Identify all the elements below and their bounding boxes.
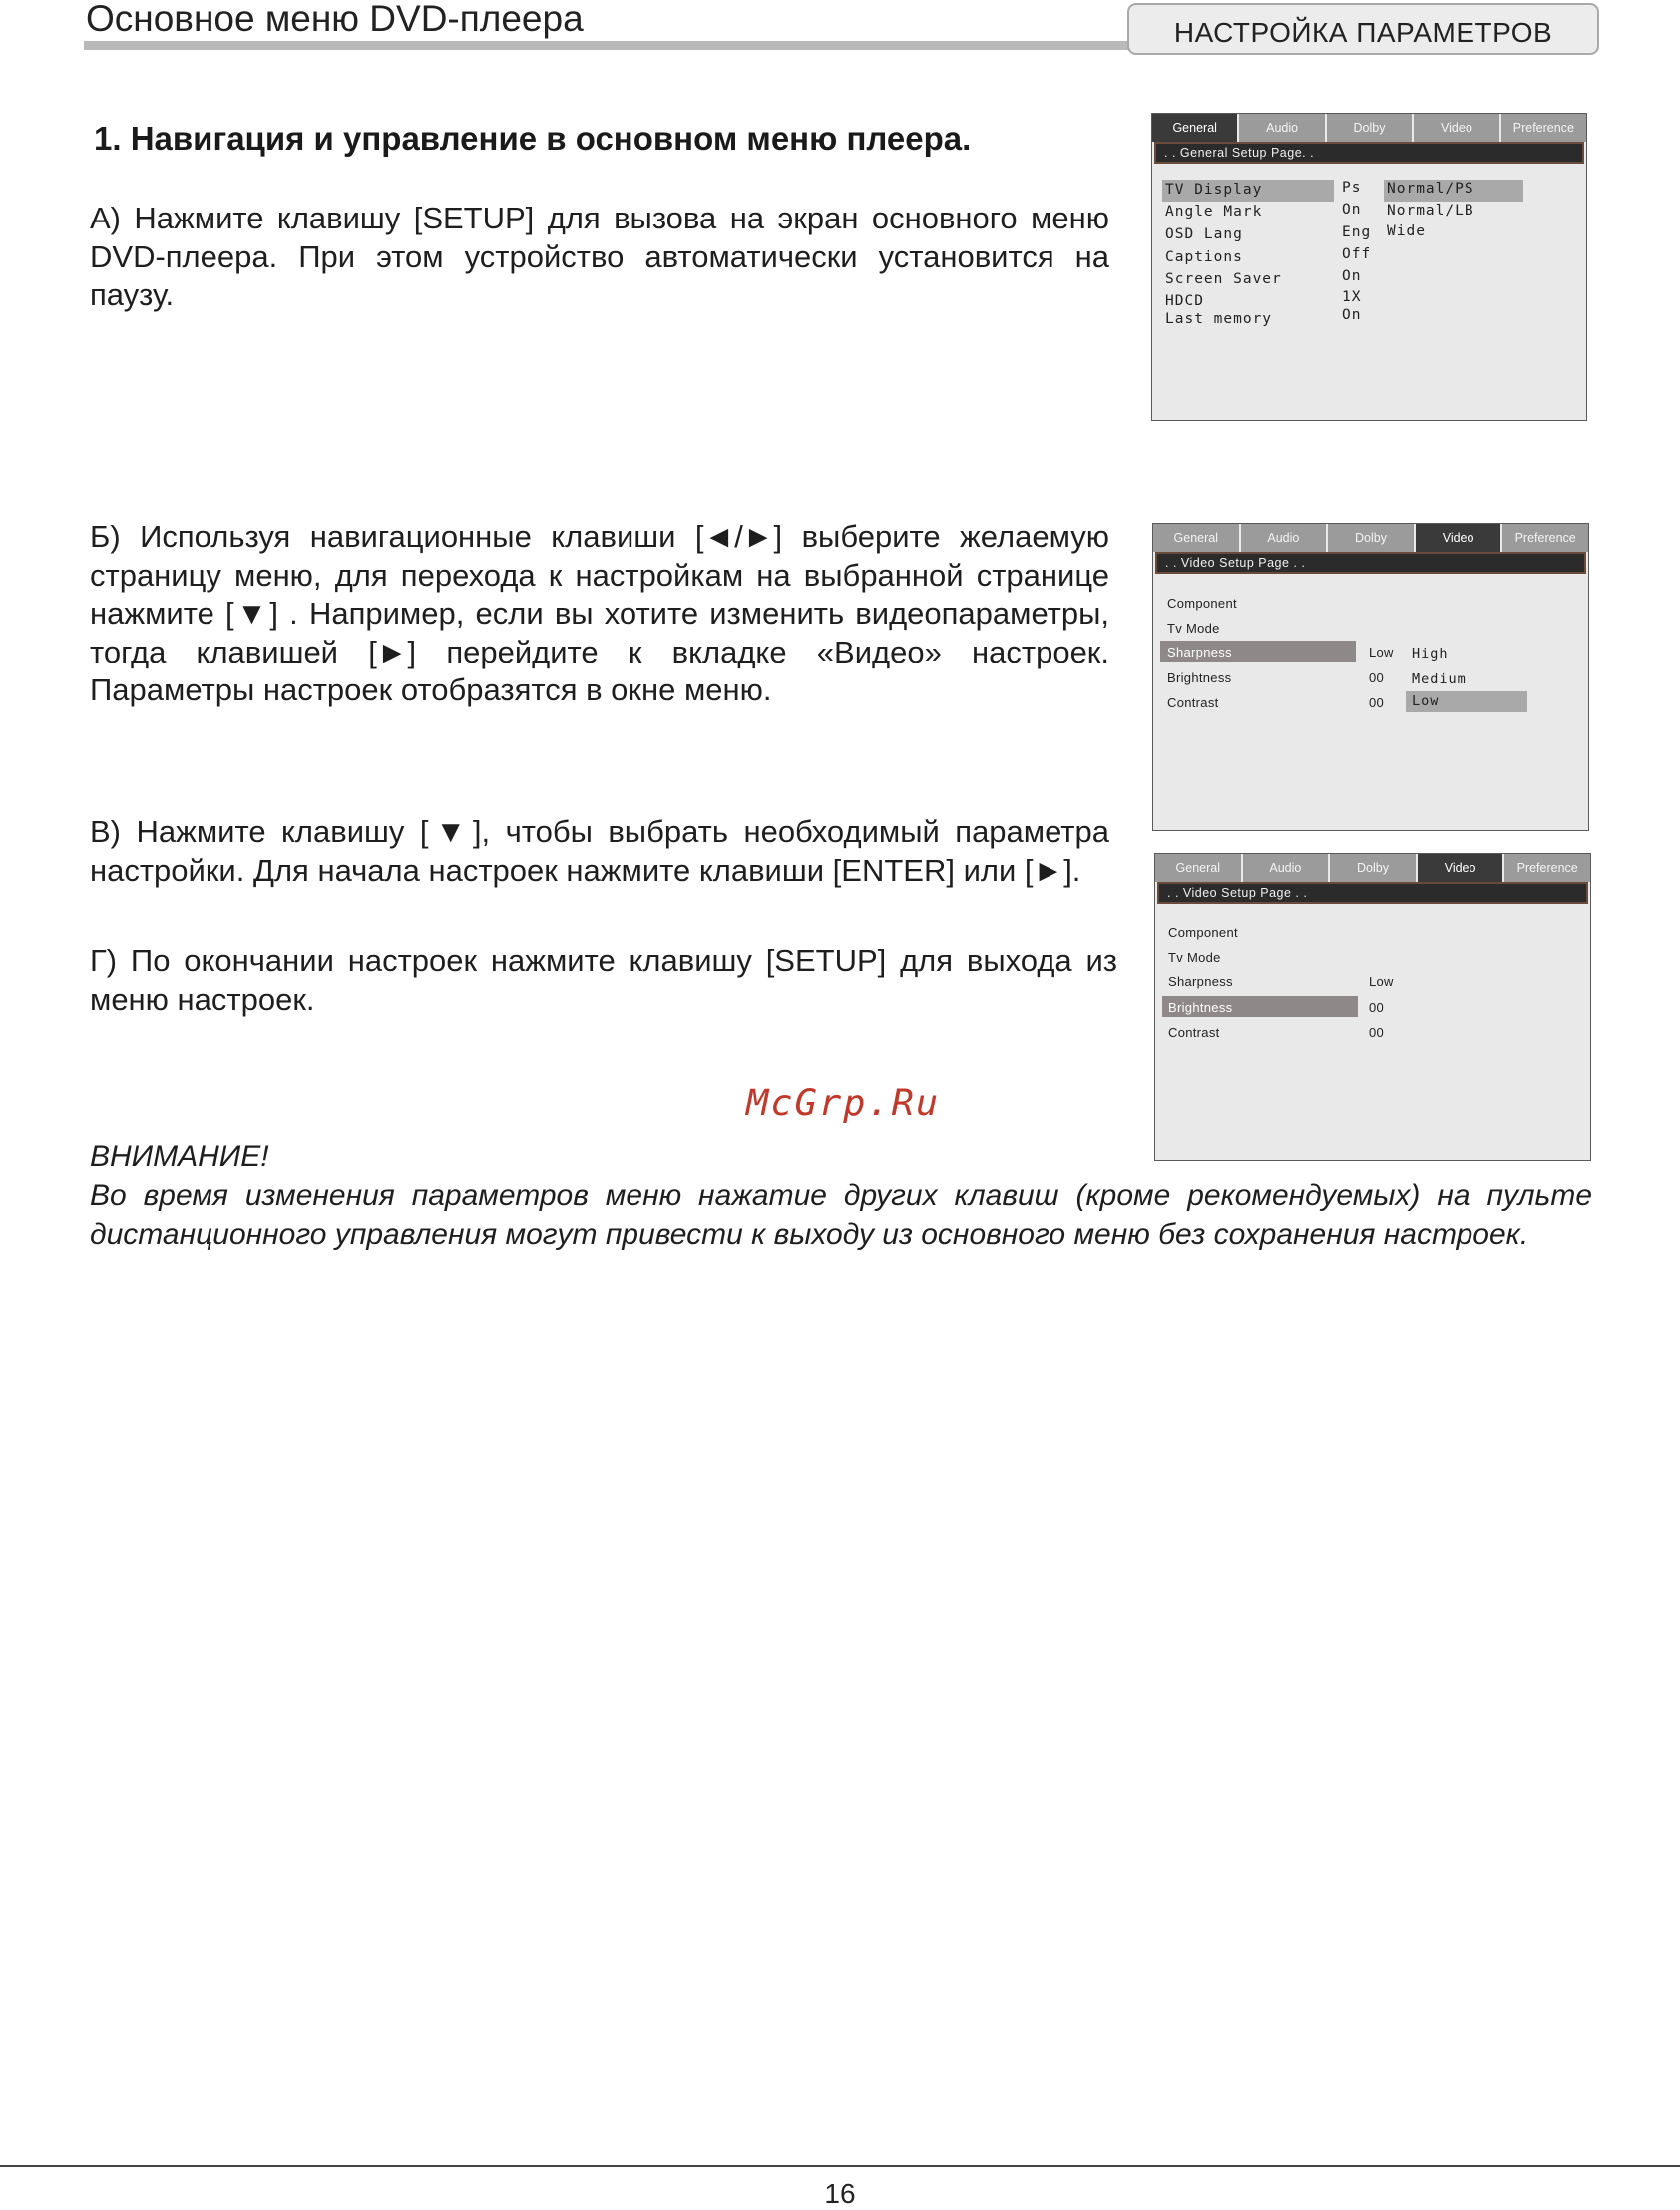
tab-audio[interactable]: Audio <box>1241 524 1329 552</box>
section-heading: 1. Навигация и управление в основном меню плеера. <box>94 120 972 157</box>
menu-item-tv-mode[interactable]: Tv Mode <box>1168 950 1221 965</box>
page-label: . . Video Setup Page . . <box>1155 552 1586 574</box>
tab-preference[interactable]: Preference <box>1501 114 1586 142</box>
tab-video[interactable]: Video <box>1414 114 1500 142</box>
page-label: . . Video Setup Page . . <box>1157 882 1588 904</box>
menu-item-brightness[interactable]: Brightness <box>1168 1000 1233 1015</box>
warning-title: ВНИМАНИЕ! <box>90 1140 269 1173</box>
menu-value-osd-lang: Eng <box>1342 224 1372 240</box>
menu-item-sharpness[interactable]: Sharpness <box>1168 974 1233 989</box>
paragraph-d: Г) По окончании настроек нажмите клавишу [SETUP] для выхода из меню настроек. <box>90 943 1117 1017</box>
menu-value-contrast: 00 <box>1369 695 1385 710</box>
menu-tabs <box>1155 854 1590 882</box>
menu-value-captions: Off <box>1342 246 1372 262</box>
menu-option-medium[interactable]: Medium <box>1412 671 1467 687</box>
tab-general[interactable]: General <box>1155 854 1243 882</box>
video-setup-menu-brightness <box>1154 853 1591 1161</box>
menu-item-hdcd[interactable]: HDCD <box>1165 293 1204 309</box>
general-setup-menu <box>1151 113 1587 421</box>
paragraph-c: В) Нажмите клавишу [▼], чтобы выбрать необходимый параметра настройки. Для начала настроек нажмите клавиши [ENTER] или [►]. <box>90 814 1109 888</box>
page-number: 16 <box>824 2178 856 2209</box>
watermark: McGrp.Ru <box>746 1082 941 1124</box>
menu-item-tv-mode[interactable]: Tv Mode <box>1167 621 1220 636</box>
tab-general[interactable]: General <box>1153 524 1241 552</box>
menu-value-sharpness: Low <box>1369 645 1394 660</box>
menu-value-screen-saver: On <box>1342 268 1362 284</box>
menu-tabs <box>1153 524 1588 552</box>
menu-option-high[interactable]: High <box>1412 646 1449 662</box>
paragraph-b: Б) Используя навигационные клавиши [◄/►] выберите желаемую страницу меню, для перехода к настройкам на выбранной странице нажмите [▼] . Например, если вы хотите изменить видеопараметры, тогда клавишей [►] перейдите к вкладке «Видео» настроек. Параметры настроек отобразятся в окне меню. <box>90 519 1109 707</box>
tab-video[interactable]: Video <box>1418 854 1505 882</box>
menu-value-hdcd: 1X <box>1342 289 1362 305</box>
paragraph-a: А) Нажмите клавишу [SETUP] для вызова на экран основного меню DVD-плеера. При этом устройство автоматически установится на паузу. <box>90 201 1109 312</box>
menu-item-last-memory[interactable]: Last memory <box>1165 311 1273 327</box>
menu-item-component[interactable]: Component <box>1167 596 1237 611</box>
tab-dolby[interactable]: Dolby <box>1327 114 1414 142</box>
tab-video[interactable]: Video <box>1416 524 1503 552</box>
menu-value-brightness: 00 <box>1369 670 1385 685</box>
menu-value-brightness: 00 <box>1369 1000 1385 1015</box>
footer-divider <box>0 2165 1680 2167</box>
section-badge: НАСТРОЙКА ПАРАМЕТРОВ <box>1127 3 1599 55</box>
menu-value-sharpness: Low <box>1369 974 1394 989</box>
title-underline <box>84 41 1131 50</box>
tab-general[interactable]: General <box>1152 114 1239 142</box>
tab-preference[interactable]: Preference <box>1502 524 1588 552</box>
video-setup-menu-sharpness <box>1152 523 1589 831</box>
menu-item-osd-lang[interactable]: OSD Lang <box>1165 226 1243 242</box>
menu-option-normal-ps[interactable]: Normal/PS <box>1387 181 1474 197</box>
menu-item-tv-display[interactable]: TV Display <box>1165 182 1263 198</box>
page-title: Основное меню DVD-плеера <box>86 0 584 39</box>
menu-option-wide[interactable]: Wide <box>1387 223 1426 239</box>
menu-item-sharpness[interactable]: Sharpness <box>1167 645 1232 660</box>
menu-item-captions[interactable]: Captions <box>1165 249 1243 265</box>
tab-preference[interactable]: Preference <box>1504 854 1590 882</box>
page-label: . . General Setup Page. . <box>1154 142 1584 164</box>
tab-dolby[interactable]: Dolby <box>1330 854 1418 882</box>
menu-option-low[interactable]: Low <box>1412 693 1440 709</box>
tab-audio[interactable]: Audio <box>1243 854 1331 882</box>
menu-value-contrast: 00 <box>1369 1025 1385 1040</box>
menu-item-screen-saver[interactable]: Screen Saver <box>1165 271 1282 287</box>
menu-item-brightness[interactable]: Brightness <box>1167 670 1232 685</box>
tab-dolby[interactable]: Dolby <box>1328 524 1416 552</box>
menu-item-contrast[interactable]: Contrast <box>1168 1025 1220 1040</box>
tab-audio[interactable]: Audio <box>1239 114 1326 142</box>
warning-text: Во время изменения параметров меню нажатие других клавиш (кроме рекомендуемых) на пульте дистанционного управления могут привести к выходу из основного меню без сохранения настроек. <box>90 1179 1592 1251</box>
menu-item-contrast[interactable]: Contrast <box>1167 695 1219 710</box>
menu-value-angle-mark: On <box>1342 202 1362 218</box>
menu-tabs <box>1152 114 1586 142</box>
menu-item-angle-mark[interactable]: Angle Mark <box>1165 204 1263 220</box>
menu-value-last-memory: On <box>1342 307 1362 323</box>
menu-option-normal-lb[interactable]: Normal/LB <box>1387 203 1474 219</box>
menu-value-tv-display: Ps <box>1342 180 1362 196</box>
menu-item-component[interactable]: Component <box>1168 925 1238 940</box>
